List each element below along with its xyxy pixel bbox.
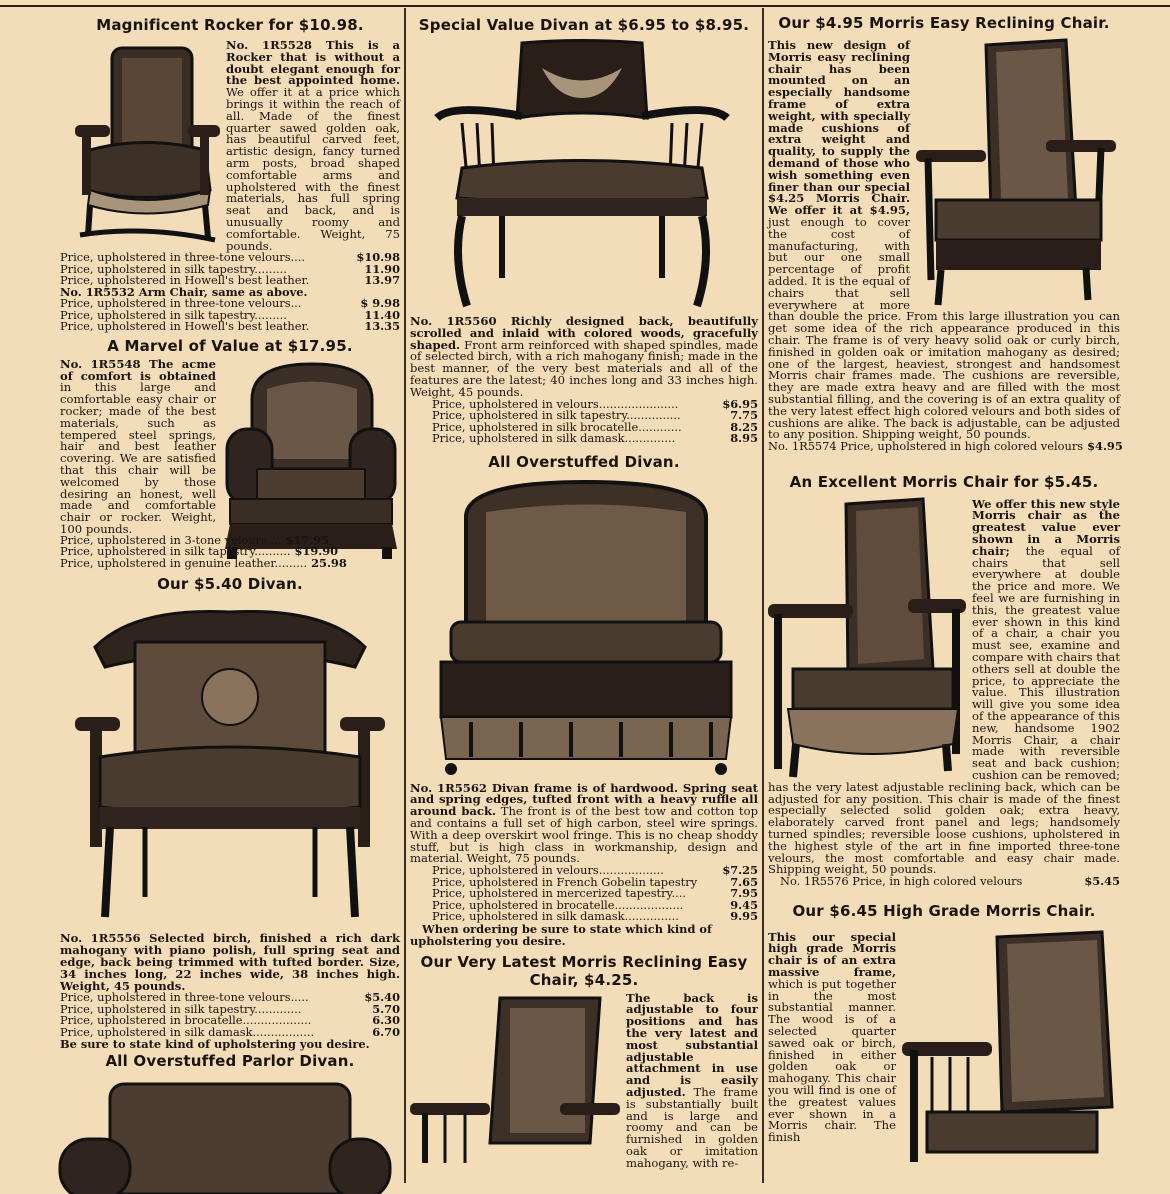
price-row: Price, upholstered in silk tapestry............. 5.70 xyxy=(60,1001,400,1016)
rocker-desc: We offer it at a price which brings it within the reach of all. Made of the finest quarter sawed golden oak, has beautiful carved feet, artistic design, fancy turned arm posts, broad shaped comfortable arms and upholstered with the finest materials, has full spring seat and back, and is unusually roomy and comfortable. Weight, 75 pounds. xyxy=(226,85,400,253)
easy-chair-illustration xyxy=(222,359,400,559)
latest-morris-illustration xyxy=(410,993,620,1163)
arm-chair-line: No. 1R5532 Arm Chair, same as above. xyxy=(60,284,308,299)
price-row: Price, upholstered in silk tapestry......... 11.40 xyxy=(60,307,400,322)
m495-heading: Our $4.95 Morris Easy Reclining Chair. xyxy=(778,14,1110,32)
column-1 xyxy=(60,8,400,1183)
rocker-illustration xyxy=(70,40,220,245)
m495-morris-illustration xyxy=(916,40,1116,310)
marvel-desc-lead: No. 1R5548 The acme of comfort is obtained xyxy=(60,356,216,383)
price-row: Price, upholstered in three-tone velours.... $10.98 xyxy=(60,250,400,265)
parlor-heading: All Overstuffed Parlor Divan. xyxy=(105,1052,355,1071)
overstuffed-heading: All Overstuffed Divan. xyxy=(488,452,680,471)
overstuffed-price-list xyxy=(410,865,758,923)
price-row: Price, upholstered in three-tone velours..... $5.40 xyxy=(60,990,400,1005)
price-row: Price, upholstered in velours.................. $7.25 xyxy=(432,863,758,878)
special-heading: Special Value Divan at $6.95 to $8.95. xyxy=(418,16,750,34)
price-row: Price, upholstered in brocatelle................... 6.30 xyxy=(60,1013,400,1028)
m545-heading: An Excellent Morris Chair for $5.45. xyxy=(789,472,1099,491)
price-row: Price, upholstered in silk tapestry......... 11.90 xyxy=(60,261,400,276)
rocker-desc-lead: No. 1R5528 This is a Rocker that is without a doubt elegant enough for the best appointed home. xyxy=(226,38,400,88)
divan540-desc: No. 1R5556 Selected birch, finished a rich dark mahogany with piano polish, full spring seat and edge, back being trimmed with tufted border. Size, 34 inches long, 22 inches wide, 38 inches high. Weight, 45 pounds. xyxy=(60,931,400,993)
price-row: Price, upholstered in brocatelle................... 9.45 xyxy=(432,897,758,912)
overstuffed-note: When ordering be sure to state which kind of upholstering you desire. xyxy=(410,921,712,948)
overstuffed-desc-lead: No. 1R5562 Divan frame is of hardwood. Spring seat and spring edges, tufted front with a heavy ruffle all around back. xyxy=(410,780,758,819)
special-desc-lead: No. 1R5560 Richly designed back, beautifully scrolled and inlaid with colored woods, gracefully shaped. xyxy=(410,314,758,352)
price-row: Price, upholstered in mercerized tapestry.... 7.95 xyxy=(432,886,758,901)
special-divan-illustration xyxy=(432,38,758,310)
price-row: Price, upholstered in silk tapestry.......... $19.90 xyxy=(60,544,339,559)
column-3 xyxy=(768,8,1123,1183)
m545-desc-lead: We offer this new style Morris chair as the greatest value ever shown in a Morris chair; xyxy=(972,496,1120,558)
divan540-price-list xyxy=(60,992,400,1038)
price-row: Price, upholstered in silk damask............... 9.95 xyxy=(432,909,758,924)
latest-desc: The frame is substantially built and is large and roomy and can be furnished in golden oak or imitation mahogany, with re- xyxy=(626,1085,758,1170)
price-row: Price, upholstered in silk damask................. 6.70 xyxy=(60,1024,400,1039)
rocker-price-list xyxy=(60,252,400,333)
parlor-divan-illustration xyxy=(60,1074,400,1194)
price-row: Price, upholstered in velours...................... $6.95 xyxy=(432,396,758,411)
latest-heading: Our Very Latest Morris Reclining Easy Chair, $4.25. xyxy=(420,952,748,989)
overstuffed-desc: The front is of the best tow and cotton top and contains a full set of high carbon, steel wire springs. With a deep overskirt wool fringe. This is no cheap shoddy stuff, but is high class in workmanship, design and material. Weight, 75 pounds. xyxy=(410,804,758,866)
special-price-list xyxy=(410,396,758,446)
special-desc: Front arm reinforced with shaped spindles, made of selected birch, with a rich mahogany finish; made in the best manner, of the very best materials and all of the features are the latest; 40 inches long and 33 inches high. Weight, 45 pounds. xyxy=(410,337,758,399)
price-row: Price, upholstered in French Gobelin tapestry 7.65 xyxy=(432,874,758,889)
latest-desc-lead: The back is adjustable to four positions and has the very latest and most substantial adjustable attachment in use and is easily adjusted. xyxy=(626,990,758,1100)
price-row: Price, upholstered in silk tapestry............... 7.75 xyxy=(432,408,758,423)
price-row: Price, upholstered in genuine leather......... 25.98 xyxy=(60,555,347,570)
m645-heading: Our $6.45 High Grade Morris Chair. xyxy=(792,901,1096,920)
m645-desc: which is put together in the most substantial manner. The wood is of a selected quarter sawed oak or birch, finished in either golden oak or mahogany. This chair you will find is one of the greatest values ever shown in a Morris chair. The finish xyxy=(768,976,896,1145)
price-row: Price, upholstered in silk damask.............. 8.95 xyxy=(432,431,758,446)
m545-morris-illustration xyxy=(768,499,966,779)
divan540-illustration xyxy=(75,597,400,927)
divan540-note: Be sure to state kind of upholstering you desire. xyxy=(60,1037,370,1052)
marvel-heading: A Marvel of Value at $17.95. xyxy=(107,336,353,355)
m645-desc-lead: This our special high grade Morris chair is of an extra massive frame, xyxy=(768,929,896,979)
price-row: Price, upholstered in Howell's best leather. 13.97 xyxy=(60,273,400,288)
column-rule-2 xyxy=(762,8,764,1183)
price-row: Price, upholstered in silk brocatelle............ 8.25 xyxy=(432,419,758,434)
m495-desc-lead: This new design of Morris easy reclining chair has been mounted on an especially handsome frame of extra weight, with specially made cushions of extra weight and quality, to supply the demand of those who wish something even finer than our special $4.25 Morris Chair. We offer it at $4.95, xyxy=(768,38,910,218)
m495-desc: just enough to cover the cost of manufacturing, with but our one small percentage of profit added. It is the equal of chairs that sell everywhere at more than double the price. From this large illustration you can get some idea of the rich appearance produced in this chair. The frame is of very heavy solid oak or curly birch, finished in golden oak or imitation mahogany as desired; one of the largest, heaviest, strongest and handsomest Morris chair frames made. The cushions are reversible, they are made extra heavy and are filled with the most substantial filling, and the covering is of an extra quality of the very latest effect high colored velours and both sides of cushions are alike. The back is adjustable, can be adjusted to any position. Shipping weight, 50 pounds. xyxy=(768,214,1120,442)
m495-price: No. 1R5574 Price, upholstered in high colored velours $4.95 xyxy=(768,439,1123,454)
rocker-heading: Magnificent Rocker for $10.98. xyxy=(96,16,364,34)
price-row: Price, upholstered in Howell's best leather. 13.35 xyxy=(60,319,400,334)
m645-morris-illustration xyxy=(902,932,1120,1162)
m545-desc: the equal of chairs that sell everywhere at double the price and more. We feel we are furnishing in this, the greatest value ever shown in this kind of a chair, a chair you must see, examine and compare with chairs that others sell at double the price, to appreciate the value. This illustration will give you some idea of the appearance of this new, handsome 1902 Morris Chair, a chair made with reversible seat and back cushion; cushion can be removed; has the very latest adjustable reclining back, which can be adjusted for any position. This chair is made of the finest especially selected solid golden oak; extra heavy, elaborately carved front panel and legs; handsomely turned spindles; reversible loose cushions, upholstered in the highest style of the art in fine imported three-tone velours, the most comfortable and easy chair made. Shipping weight, 50 pounds. xyxy=(768,543,1120,877)
top-rule xyxy=(0,5,1170,7)
overstuffed-divan-illustration xyxy=(426,477,758,779)
column-rule-1 xyxy=(404,8,406,1183)
marvel-desc: in this large and comfortable easy chair or rocker; made of the best materials, such as tempered steel springs, hair and best leather covering. We are satisfied that this chair will be welcomed by those desiring an honest, well made and comfortable chair or rocker. Weight, 100 pounds. xyxy=(60,380,216,536)
column-2 xyxy=(410,8,758,1183)
price-row: Price, upholstered in three-tone velours... $ 9.98 xyxy=(60,296,400,311)
m545-price: No. 1R5576 Price, in high colored velours $5.45 xyxy=(780,874,1120,889)
divan540-heading: Our $5.40 Divan. xyxy=(157,575,303,594)
price-row: Price, upholstered in 3-tone velours.... $17.95 xyxy=(60,532,330,547)
